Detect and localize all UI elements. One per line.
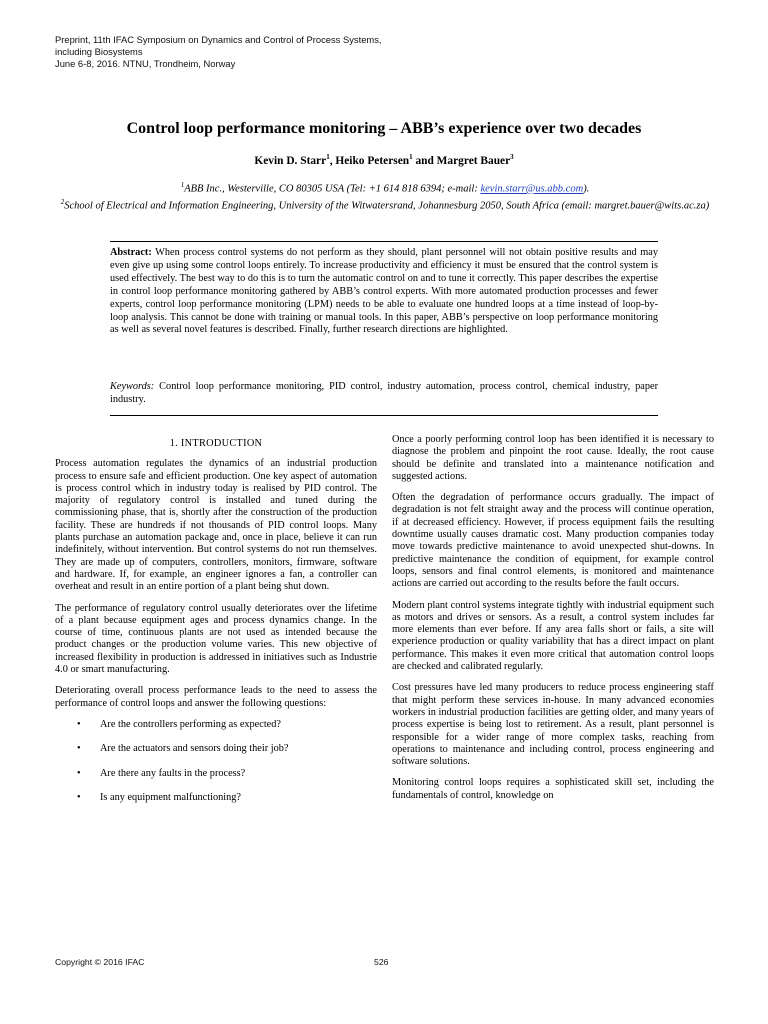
page-number: 526 — [374, 957, 389, 967]
list-item — [55, 719, 377, 731]
affiliation-2 — [56, 196, 714, 213]
keywords-text: Control loop performance monitoring, PID control, industry automation, process control, chemical industry, paper industry. — [110, 381, 658, 405]
abstract-label: Abstract: — [110, 247, 152, 258]
affiliation-1 — [56, 179, 714, 196]
bullet-icon: • — [77, 743, 81, 755]
abstract — [110, 247, 658, 337]
bullet-icon: • — [77, 767, 81, 779]
affil-mark: 1 — [180, 181, 185, 189]
list-item-text: Is any equipment malfunctioning? — [100, 791, 241, 803]
paragraph: Monitoring control loops requires a sophisticated skill set, including the fundamentals of control, knowledge on — [392, 777, 714, 801]
list-item-text: Are there any faults in the process? — [100, 767, 246, 779]
paragraph: The performance of regulatory control usually deteriorates over the lifetime of a plant because equipment ages and process dynamics change. In the course of time, continuous plants are not used as intended because the product changes or the production volume varies. This new objective of increased flexibility in production is addressed in initiatives such as Industrie 4.0 or smart manufacturing. — [55, 602, 377, 676]
author-name: Heiko Petersen — [335, 154, 410, 167]
list-item-text: Are the controllers performing as expected? — [100, 718, 281, 730]
paragraph: Once a poorly performing control loop has been identified it is necessary to diagnose the problem and pinpoint the root cause. Ideally, the root cause should be definite and translated into a maintenance notification and suggested actions. — [392, 434, 714, 482]
paragraph: Cost pressures have led many producers to reduce process engineering staff that might perform these services in-house. In many advanced economies workers in industrial production facilities are getting older, and many years of process expertise is being lost to retirement. As a result, plant personnel is responsible for a wider range of more complex tasks, reaching from operations to maintenance and including control, process engineering and software solutions. — [392, 682, 714, 768]
email-link[interactable]: kevin.starr@us.abb.com — [480, 183, 584, 195]
author-name: Margret Bauer — [436, 154, 511, 167]
author-list — [0, 153, 768, 167]
keywords-label: Keywords: — [110, 381, 155, 392]
affil-mark: 2 — [60, 197, 65, 206]
list-item — [55, 768, 377, 780]
paragraph: Often the degradation of performance occurs gradually. The impact of degradation is not felt straight away and the process will continue operation, if at decreased efficiency. However, if process equipment fails the resulting downtime usually causes dramatic cost. Many production companies today move towards predictive maintenance to avoid unexpected shut-downs. In predictive maintenance the condition of equipment, for example control loops, sensors and final control elements, is monitored and maintenance actions are carried out according to the results before the fault occurs. — [392, 492, 714, 590]
affil-text-end: ). — [583, 183, 590, 195]
affil-text: ABB Inc., Westerville, CO 80305 USA (Tel: +1 614 818 6394; e-mail: — [184, 183, 481, 195]
list-item — [55, 792, 377, 804]
paper-title: Control loop performance monitoring – ABB’s experience over two decades — [126, 120, 642, 137]
abstract-bottom-rule — [110, 415, 658, 416]
author-affil-mark: 3 — [510, 153, 514, 161]
section-heading: 1. INTRODUCTION — [169, 438, 263, 449]
list-item-text: Are the actuators and sensors doing their job? — [100, 743, 289, 755]
keywords — [110, 381, 658, 407]
author-affil-mark: 1 — [409, 153, 413, 161]
paragraph: Deteriorating overall process performance leads to the need to assess the performance of control loops and answer the following questions: — [55, 685, 377, 709]
author-separator: , — [329, 154, 336, 167]
left-column — [55, 438, 377, 816]
author-name: Kevin D. Starr — [254, 154, 327, 167]
author-separator: and — [412, 154, 437, 167]
paragraph: Modern plant control systems integrate tightly with industrial equipment such as motors and drives or sensors. As a result, a control system includes far more elements than ever before. If any area falls short or fails, a site will experience production or quality variability that has a direct impact on plant performance. This makes it even more critical that automation control loops are checked and calibrated regularly. — [392, 599, 714, 673]
right-column — [392, 434, 714, 811]
affil-text: School of Electrical and Information Engineering, University of the Witwatersrand, Johannesburg 2050, South Africa (email: margret.bauer@wits.ac.za) — [64, 200, 710, 212]
preprint-header: Preprint, 11th IFAC Symposium on Dynamics and Control of Process Systems, including Biosystems June 6-8, 2016. NTNU, Trondheim, Norway — [55, 34, 382, 69]
abstract-text: When process control systems do not perform as they should, plant personnel will not obtain positive results and may even give up using some control loops entirely. To increase productivity and efficiency it must be ensured that the control system is used effectively. The best way to do this is to turn the automatic control on and to tune it correctly. This paper describes the expertise in control loop performance monitoring gathered by ABB’s control experts. With more automated production processes and fewer experts, control loop performance monitoring (LPM) needs to be able to evaluate one hundred loops at a time instead of loop-by-loop analysis. This cannot be done with training or manual tools. In this paper, ABB’s perspective on loop performance monitoring as well as several novel features is described. Finally, further research directions are highlighted. — [110, 247, 658, 336]
bullet-icon: • — [77, 718, 81, 730]
affiliations — [56, 179, 714, 213]
question-list — [55, 719, 377, 804]
list-item — [55, 743, 377, 755]
paragraph: Process automation regulates the dynamics of an industrial production process to ensure safe and efficient production. One key aspect of automation is process control which in industry today is realised by PID control. The majority of regulatory control is installed and tuned during the commissioning phase, that is, shortly after the construction of the production facility. These are hundreds if not thousands of PID control loops. Many plants purchase an automation package and, once in place, believe it can run indefinitely, without intervention. But control systems do not run themselves. They are made up of computers, controllers, monitors, firmware, software and hardware. If, for example, an engineer ignores a fan, a controller can overheat and result in an entire portion of a plant being shut down. — [55, 458, 377, 593]
abstract-top-rule — [110, 241, 658, 242]
bullet-icon: • — [77, 791, 81, 803]
copyright-footer: Copyright © 2016 IFAC — [55, 957, 145, 967]
author-affil-mark: 1 — [326, 153, 330, 161]
